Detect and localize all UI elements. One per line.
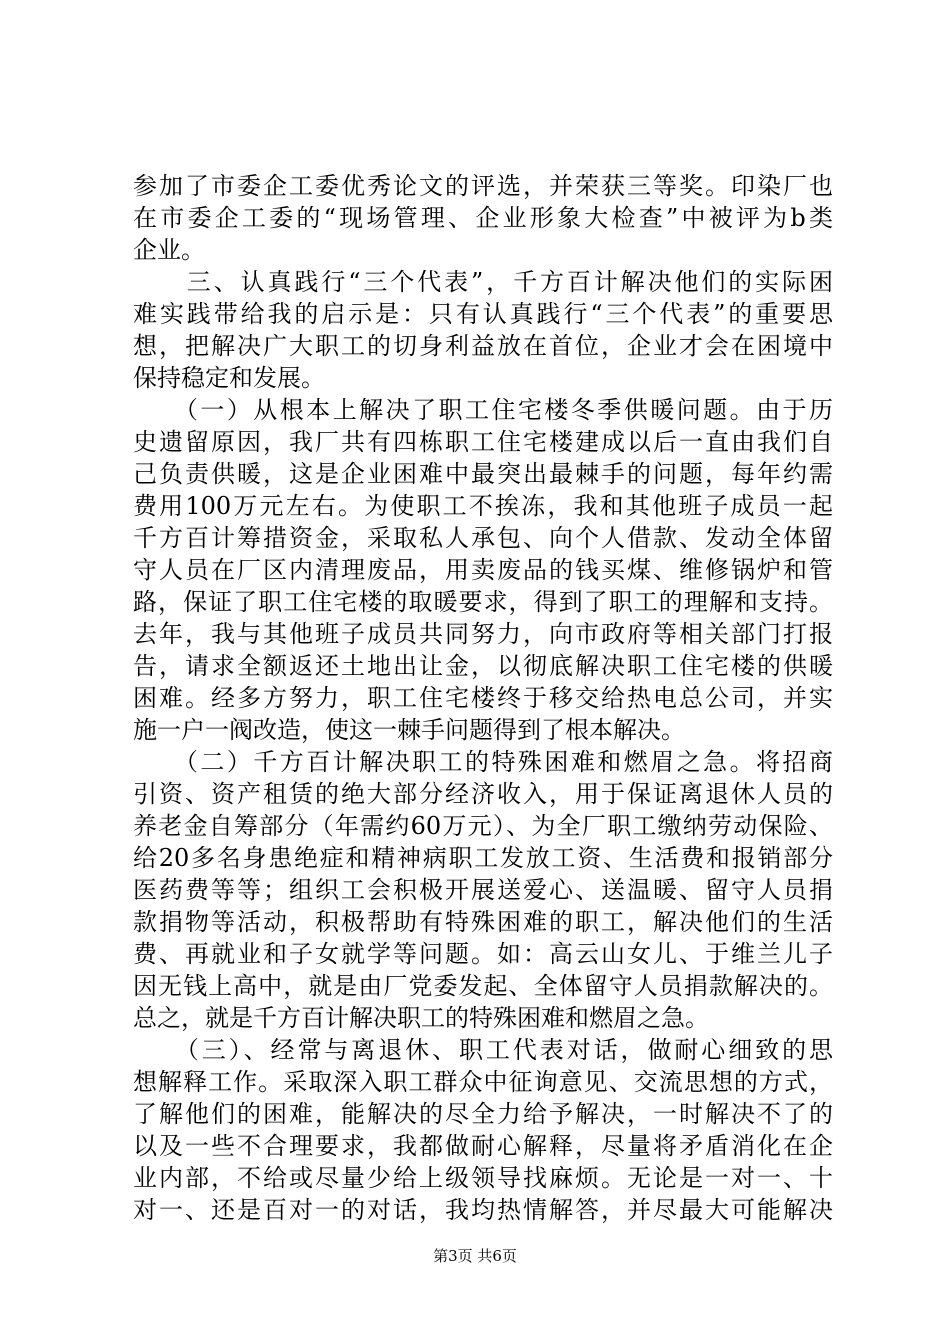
text-line: 想解释工作。采取深入职工群众中征询意见、交流思想的方式，	[133, 1068, 833, 1096]
text-line: 三、认真践行“三个代表”，千方百计解决他们的实际困	[133, 268, 833, 296]
text-line: 保持稳定和发展。	[133, 364, 325, 392]
text-line: 施一户一阀改造，使这一棘手问题得到了根本解决。	[133, 716, 685, 744]
text-line: 总之，就是千方百计解决职工的特殊困难和燃眉之急。	[133, 1004, 709, 1032]
text-line: （三）、经常与离退休、职工代表对话，做耐心细致的思	[133, 1036, 833, 1064]
text-line: 引资、资产租赁的绝大部分经济收入，用于保证离退休人员的	[133, 780, 833, 808]
text-line: 企业。	[133, 236, 205, 264]
text-line: 费用100万元左右。为使职工不挨冻，我和其他班子成员一起	[133, 492, 833, 520]
text-line: 给20多名身患绝症和精神病职工发放工资、生活费和报销部分	[133, 844, 833, 872]
text-line: 对一、还是百对一的对话，我均热情解答，并尽最大可能解决	[133, 1196, 833, 1224]
page-footer: 第3页 共6页	[433, 1247, 517, 1265]
text-line: （一）从根本上解决了职工住宅楼冬季供暖问题。由于历	[133, 396, 833, 424]
text-line: 史遗留原因，我厂共有四栋职工住宅楼建成以后一直由我们自	[133, 428, 833, 456]
text-line: 了解他们的困难，能解决的尽全力给予解决，一时解决不了的	[133, 1100, 833, 1128]
document-body	[133, 170, 833, 1226]
text-line: 千方百计筹措资金，采取私人承包、向个人借款、发动全体留	[133, 524, 833, 552]
text-line: 养老金自筹部分（年需约60万元）、为全厂职工缴纳劳动保险、	[133, 812, 833, 840]
text-line: 医药费等等；组织工会积极开展送爱心、送温暖、留守人员捐	[133, 876, 833, 904]
text-line: 业内部，不给或尽量少给上级领导找麻烦。无论是一对一、十	[133, 1164, 833, 1192]
text-line: 难实践带给我的启示是：只有认真践行“三个代表”的重要思	[133, 300, 833, 328]
text-line: （二）千方百计解决职工的特殊困难和燃眉之急。将招商	[133, 748, 833, 776]
text-line: 款捐物等活动，积极帮助有特殊困难的职工，解决他们的生活	[133, 908, 833, 936]
text-line: 去年，我与其他班子成员共同努力，向市政府等相关部门打报	[133, 620, 833, 648]
text-line: 参加了市委企工委优秀论文的评选，并荣获三等奖。印染厂也	[133, 172, 833, 200]
text-line: 想，把解决广大职工的切身利益放在首位，企业才会在困境中	[133, 332, 833, 360]
text-line: 因无钱上高中，就是由厂党委发起、全体留守人员捐款解决的。	[133, 972, 833, 1000]
text-line: 路，保证了职工住宅楼的取暖要求，得到了职工的理解和支持。	[133, 588, 833, 616]
text-line: 困难。经多方努力，职工住宅楼终于移交给热电总公司，并实	[133, 684, 833, 712]
text-line: 在市委企工委的“现场管理、企业形象大检查”中被评为b类	[133, 204, 833, 232]
text-line: 己负责供暖，这是企业困难中最突出最棘手的问题，每年约需	[133, 460, 833, 488]
text-line: 告，请求全额返还土地出让金，以彻底解决职工住宅楼的供暖	[133, 652, 833, 680]
text-line: 费、再就业和子女就学等问题。如：高云山女儿、于维兰儿子	[133, 940, 833, 968]
text-line: 守人员在厂区内清理废品，用卖废品的钱买煤、维修锅炉和管	[133, 556, 833, 584]
text-line: 以及一些不合理要求，我都做耐心解释，尽量将矛盾消化在企	[133, 1132, 833, 1160]
